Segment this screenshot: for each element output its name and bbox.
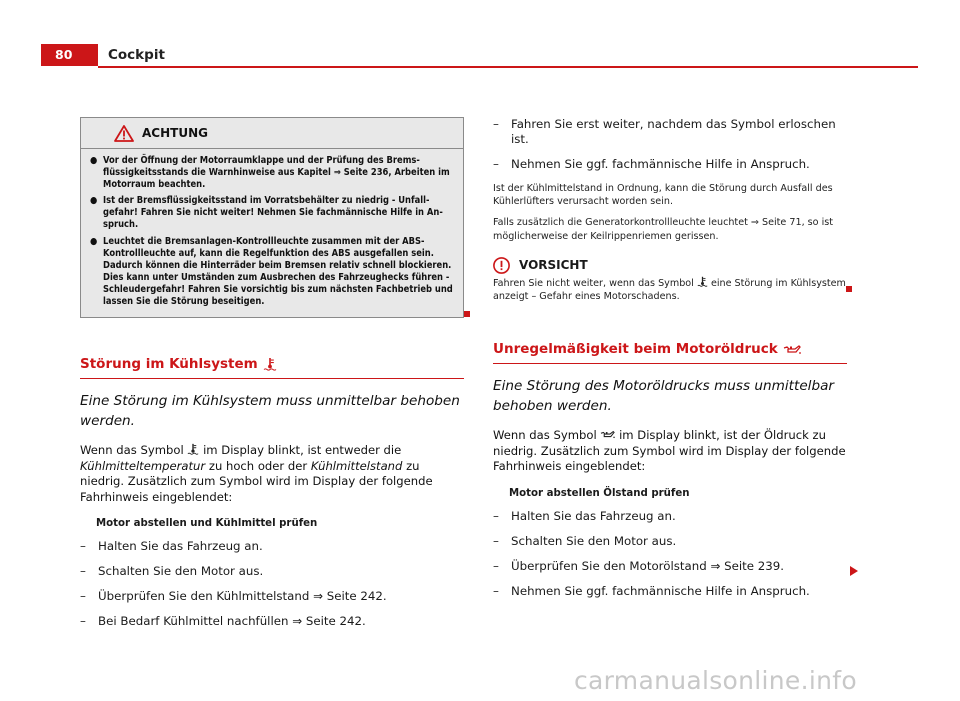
dash: – — [80, 589, 86, 603]
dash: – — [493, 558, 499, 573]
warning-title: ACHTUNG — [142, 126, 208, 140]
caution-exclamation-icon — [493, 257, 510, 274]
step-text: Schalten Sie den Motor aus. — [511, 533, 677, 548]
list-item — [493, 584, 847, 599]
step-text: Bei Bedarf Kühlmittel nachfüllen ⇒ Seite 242. — [98, 614, 366, 628]
warning-header — [81, 118, 463, 149]
cooling-heading — [80, 356, 464, 379]
warning-text: Vor der Öffnung der Motorraumklappe und der Prüfung des Bremsflüssigkeitsstands die Warnhinweise aus Kapitel ⇒ Seite 236, Arbeiten im Motorraum beachten. — [103, 155, 450, 191]
warning-item — [90, 236, 456, 309]
coolant-temperature-icon — [187, 443, 199, 455]
intro-emphasis: Kühlmitteltemperatur — [80, 458, 206, 473]
dash: – — [80, 614, 86, 628]
oil-can-icon — [783, 344, 801, 355]
caution-title: VORSICHT — [519, 258, 588, 273]
oil-lead: Eine Störung des Motoröldrucks muss unmittelbar behoben werden. — [493, 378, 835, 415]
cooling-lead: Eine Störung im Kühlsystem muss unmittelbar behoben werden. — [80, 393, 460, 429]
cooling-heading-text: Störung im Kühlsystem — [80, 356, 258, 372]
warning-triangle-icon — [114, 125, 134, 142]
bullet: ● — [90, 155, 98, 166]
section-title: Cockpit — [108, 47, 165, 63]
dash: – — [80, 539, 86, 553]
dash: – — [493, 508, 499, 523]
watermark: carmanualsonline.info — [574, 666, 857, 695]
warning-item — [90, 195, 456, 231]
warning-box — [80, 117, 464, 318]
list-item — [493, 559, 847, 574]
cooling-intro — [80, 443, 464, 505]
intro-text: zu hoch oder der — [208, 458, 308, 473]
header-rule — [98, 66, 918, 68]
cooling-note: Ist der Kühlmittelstand in Ordnung, kann die Störung durch Ausfall des Kühlerlüfters verursacht worden sein. — [493, 183, 833, 208]
dash: – — [493, 117, 499, 131]
oil-can-icon — [600, 430, 615, 439]
dash: – — [493, 533, 499, 548]
intro-emphasis: Kühlmittelstand — [310, 458, 403, 473]
dash: – — [493, 583, 499, 598]
list-item — [80, 539, 464, 554]
warning-body — [81, 149, 463, 308]
right-column — [493, 117, 847, 609]
dash: – — [493, 157, 499, 171]
list-item — [80, 589, 464, 604]
oil-heading-text: Unregelmäßigkeit beim Motoröldruck — [493, 341, 778, 358]
step-text: Halten Sie das Fahrzeug an. — [98, 539, 263, 553]
coolant-temperature-icon — [697, 276, 708, 287]
intro-text: Wenn das Symbol — [493, 428, 597, 443]
dash: – — [80, 564, 86, 578]
continue-arrow-icon — [850, 566, 858, 576]
bullet: ● — [90, 195, 98, 207]
caution-header — [493, 257, 847, 274]
page-number: 80 — [41, 44, 98, 66]
step-text: Nehmen Sie ggf. fachmännische Hilfe in Anspruch. — [511, 157, 810, 171]
coolant-temperature-icon — [263, 357, 277, 371]
caution-text-part: Fahren Sie nicht weiter, wenn das Symbol — [493, 277, 694, 289]
step-text: Schalten Sie den Motor aus. — [98, 564, 264, 578]
oil-heading — [493, 341, 847, 364]
cooling-note: Falls zusätzlich die Generatorkontrollleuchte leuchtet ⇒ Seite 71, so ist möglicherweise der Keilrippenriemen gerissen. — [493, 217, 834, 242]
list-item — [493, 157, 847, 172]
list-item — [80, 614, 464, 629]
list-item — [80, 564, 464, 579]
end-marker — [464, 311, 470, 317]
intro-text: im Display blinkt, ist der Öldruck zu niedrig. Zusätzlich zum Symbol wird im Display der folgende Fahrhinweis eingeblendet: — [493, 428, 846, 474]
intro-text: Wenn das Symbol — [80, 443, 184, 457]
step-text: Fahren Sie erst weiter, nachdem das Symbol erloschen ist. — [511, 117, 836, 146]
warning-text: Leuchtet die Bremsanlagen-Kontrollleuchte zusammen mit der ABS-Kontrollleuchte auf, kann die Regelfunktion des ABS ausgefallen sein. Dadurch können die Hinterräder beim Bremsen relativ schnell blockieren. Dies kann unter Umständen zum Ausbrechen des Fahrzeughecks führen - Schleudergefahr! Fahren Sie vorsichtig bis zum nächsten Fachbetrieb und lassen Sie die Störung beseitigen. — [103, 235, 453, 308]
left-column — [80, 117, 464, 639]
list-item — [493, 534, 847, 549]
list-item — [493, 117, 847, 147]
display-message: Motor abstellen Ölstand prüfen — [509, 487, 690, 499]
intro-text: zu niedrig. Zusätzlich zum Symbol wird im Display der folgende Fahrhinweis eingeblendet: — [80, 458, 433, 504]
warning-item — [90, 155, 456, 191]
step-text: Überprüfen Sie den Kühlmittelstand ⇒ Seite 242. — [98, 589, 387, 603]
step-text: Überprüfen Sie den Motorölstand ⇒ Seite 239. — [511, 558, 785, 573]
warning-text: Ist der Bremsflüssigkeitsstand im Vorratsbehälter zu niedrig - Unfallgefahr! Fahren Sie nicht weiter! Nehmen Sie fachmännische Hilfe in Anspruch. — [103, 195, 443, 231]
display-message: Motor abstellen und Kühlmittel prüfen — [96, 518, 318, 529]
oil-intro — [493, 428, 847, 475]
step-text: Halten Sie das Fahrzeug an. — [511, 508, 676, 523]
intro-text: im Display blinkt, ist entweder die — [203, 443, 402, 457]
caution-text-part: eine Störung im Kühlsystem anzeigt – Gefahr eines Motorschadens. — [493, 277, 846, 303]
list-item — [493, 509, 847, 524]
end-marker — [846, 286, 852, 292]
bullet: ● — [90, 235, 98, 247]
caution-text — [493, 276, 847, 303]
step-text: Nehmen Sie ggf. fachmännische Hilfe in Anspruch. — [511, 583, 810, 598]
